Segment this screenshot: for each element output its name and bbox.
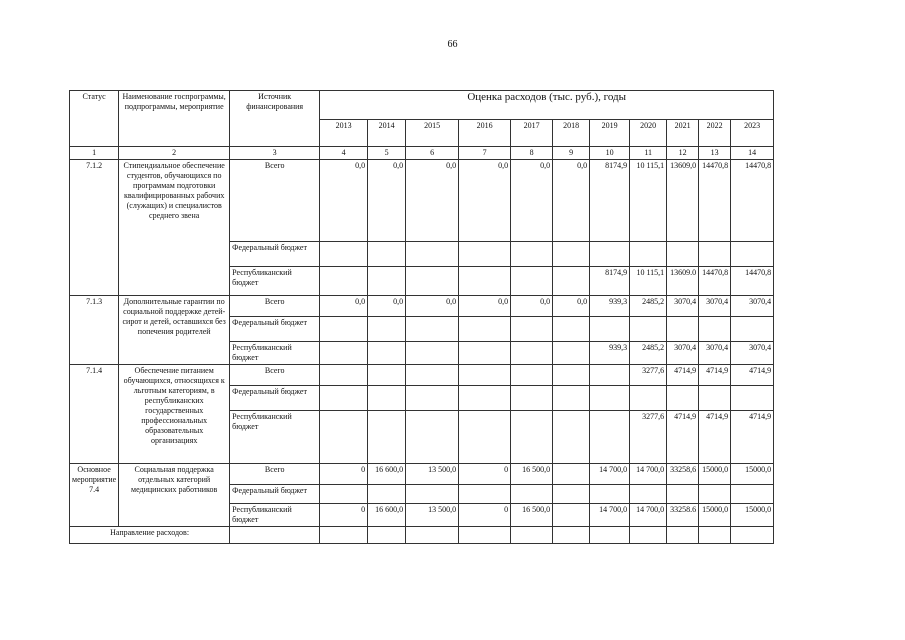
- row-value: [459, 242, 511, 267]
- row-value: [511, 386, 553, 411]
- row-value: [511, 411, 553, 464]
- column-number: 12: [667, 147, 699, 160]
- row-value: [320, 317, 368, 342]
- row-value: [406, 267, 459, 296]
- row-source: Республиканский бюджет: [230, 267, 320, 296]
- year-header: 2015: [406, 120, 459, 147]
- row-name: Дополнительные гарантии по социальной поддержке детей-сирот и детей, оставшихся без попечения родителей: [119, 296, 230, 365]
- row-value: 16 500,0: [511, 464, 553, 485]
- column-number: 8: [511, 147, 553, 160]
- row-value: 10 115,1: [630, 160, 667, 242]
- row-value: [553, 317, 590, 342]
- column-number: 6: [406, 147, 459, 160]
- row-value: 14470,8: [699, 160, 731, 242]
- table-row: [70, 160, 774, 242]
- row-value: [368, 411, 406, 464]
- row-value: [630, 386, 667, 411]
- empty-cell: [630, 527, 667, 544]
- row-value: 13 500,0: [406, 504, 459, 527]
- row-value: [511, 317, 553, 342]
- row-name: Стипендиальное обеспечение студентов, обучающихся по программам подготовки квалифицированных рабочих (служащих) и специалистов среднего звена: [119, 160, 230, 296]
- row-value: [511, 267, 553, 296]
- row-value: 4714,9: [731, 365, 774, 386]
- row-value: 0,0: [459, 296, 511, 317]
- row-value: 13609,0: [667, 160, 699, 242]
- row-source: Всего: [230, 365, 320, 386]
- row-value: 2485,2: [630, 342, 667, 365]
- row-value: [731, 485, 774, 504]
- row-value: 4714,9: [667, 365, 699, 386]
- empty-cell: [553, 527, 590, 544]
- row-value: 16 600,0: [368, 464, 406, 485]
- row-value: [459, 317, 511, 342]
- row-status: 7.1.4: [70, 365, 119, 464]
- row-value: [459, 365, 511, 386]
- row-value: 14 700,0: [590, 464, 630, 485]
- row-value: [368, 386, 406, 411]
- row-value: 13 500,0: [406, 464, 459, 485]
- row-source: Федеральный бюджет: [230, 317, 320, 342]
- row-value: 0,0: [406, 160, 459, 242]
- row-value: [667, 317, 699, 342]
- row-value: 0,0: [320, 160, 368, 242]
- row-value: 16 500,0: [511, 504, 553, 527]
- row-value: 3277,6: [630, 365, 667, 386]
- column-number: 1: [70, 147, 119, 160]
- row-value: [406, 411, 459, 464]
- row-value: 0,0: [320, 296, 368, 317]
- header-status: Статус: [70, 91, 119, 147]
- empty-cell: [699, 527, 731, 544]
- empty-cell: [406, 527, 459, 544]
- column-number: 3: [230, 147, 320, 160]
- header-row: [70, 91, 774, 120]
- header-source: Источник финансирования: [230, 91, 320, 147]
- row-value: 3070,4: [699, 342, 731, 365]
- row-value: [590, 485, 630, 504]
- row-value: 3070,4: [667, 342, 699, 365]
- table-row: [70, 365, 774, 386]
- row-value: [320, 485, 368, 504]
- row-value: 3277,6: [630, 411, 667, 464]
- row-value: [630, 317, 667, 342]
- row-value: [731, 386, 774, 411]
- year-header: 2016: [459, 120, 511, 147]
- row-value: [459, 386, 511, 411]
- table-row: [70, 296, 774, 317]
- row-value: 14470,8: [731, 267, 774, 296]
- row-value: [699, 485, 731, 504]
- empty-cell: [731, 527, 774, 544]
- year-header: 2021: [667, 120, 699, 147]
- row-value: 15000,0: [731, 504, 774, 527]
- row-value: [590, 386, 630, 411]
- row-source: Всего: [230, 296, 320, 317]
- row-value: 4714,9: [699, 365, 731, 386]
- row-value: 14470,8: [731, 160, 774, 242]
- row-value: 0: [320, 464, 368, 485]
- row-value: [368, 242, 406, 267]
- column-number: 7: [459, 147, 511, 160]
- column-number: 11: [630, 147, 667, 160]
- row-value: [553, 464, 590, 485]
- year-header: 2019: [590, 120, 630, 147]
- column-number: 9: [553, 147, 590, 160]
- row-value: 13609.0: [667, 267, 699, 296]
- row-value: [553, 386, 590, 411]
- row-value: [511, 342, 553, 365]
- column-number-row: [70, 147, 774, 160]
- row-value: [368, 485, 406, 504]
- row-value: [406, 386, 459, 411]
- header-name: Наименование госпрограммы, подпрограммы, мероприятие: [119, 91, 230, 147]
- row-value: 33258.6: [667, 504, 699, 527]
- year-header: 2017: [511, 120, 553, 147]
- row-value: 10 115,1: [630, 267, 667, 296]
- row-value: [368, 267, 406, 296]
- row-value: [553, 485, 590, 504]
- row-value: 14 700,0: [630, 504, 667, 527]
- row-source: Всего: [230, 160, 320, 242]
- row-value: [553, 411, 590, 464]
- row-value: 0,0: [511, 160, 553, 242]
- row-value: [590, 242, 630, 267]
- row-value: [406, 242, 459, 267]
- row-value: [368, 317, 406, 342]
- row-value: 4714,9: [731, 411, 774, 464]
- row-value: [667, 386, 699, 411]
- row-value: [553, 342, 590, 365]
- footer-row: [70, 527, 774, 544]
- year-header: 2013: [320, 120, 368, 147]
- row-value: [590, 365, 630, 386]
- row-source: Республиканский бюджет: [230, 411, 320, 464]
- row-value: 0: [320, 504, 368, 527]
- page-number: 66: [447, 39, 458, 50]
- header-estimate: Оценка расходов (тыс. руб.), годы: [320, 91, 774, 120]
- row-source: Республиканский бюджет: [230, 342, 320, 365]
- column-number: 14: [731, 147, 774, 160]
- row-value: 0: [459, 504, 511, 527]
- row-value: [406, 317, 459, 342]
- row-value: [630, 242, 667, 267]
- row-value: [320, 267, 368, 296]
- row-value: 4714,9: [699, 411, 731, 464]
- row-value: [459, 485, 511, 504]
- empty-cell: [230, 527, 320, 544]
- row-value: [320, 365, 368, 386]
- row-value: [553, 504, 590, 527]
- row-name: Социальная поддержка отдельных категорий медицинских работников: [119, 464, 230, 527]
- budget-table: [69, 90, 774, 544]
- row-status: 7.1.3: [70, 296, 119, 365]
- row-value: [511, 485, 553, 504]
- row-value: 939,3: [590, 342, 630, 365]
- table-row: [70, 464, 774, 485]
- empty-cell: [368, 527, 406, 544]
- column-number: 5: [368, 147, 406, 160]
- column-number: 4: [320, 147, 368, 160]
- row-value: [630, 485, 667, 504]
- row-value: [459, 342, 511, 365]
- row-value: [459, 267, 511, 296]
- row-value: [590, 317, 630, 342]
- row-value: [368, 365, 406, 386]
- row-value: 939,3: [590, 296, 630, 317]
- row-value: [320, 242, 368, 267]
- row-value: [553, 242, 590, 267]
- row-value: 0,0: [406, 296, 459, 317]
- row-value: 15000,0: [699, 504, 731, 527]
- row-value: [320, 342, 368, 365]
- row-value: [699, 242, 731, 267]
- year-header: 2023: [731, 120, 774, 147]
- empty-cell: [459, 527, 511, 544]
- row-source: Федеральный бюджет: [230, 242, 320, 267]
- row-value: 14470,8: [699, 267, 731, 296]
- row-value: [368, 342, 406, 365]
- row-value: 4714,9: [667, 411, 699, 464]
- row-value: 0: [459, 464, 511, 485]
- row-source: Федеральный бюджет: [230, 386, 320, 411]
- row-value: 0,0: [511, 296, 553, 317]
- row-value: 0,0: [368, 296, 406, 317]
- row-value: [553, 365, 590, 386]
- row-value: 3070,4: [699, 296, 731, 317]
- empty-cell: [667, 527, 699, 544]
- row-value: 0,0: [553, 296, 590, 317]
- row-value: [667, 485, 699, 504]
- row-value: [320, 386, 368, 411]
- row-value: 3070,4: [731, 342, 774, 365]
- row-value: 8174,9: [590, 160, 630, 242]
- row-value: 0,0: [368, 160, 406, 242]
- row-value: [699, 386, 731, 411]
- row-source: Всего: [230, 464, 320, 485]
- row-value: [590, 411, 630, 464]
- row-value: [406, 342, 459, 365]
- column-number: 13: [699, 147, 731, 160]
- row-value: [511, 242, 553, 267]
- row-value: [553, 267, 590, 296]
- row-value: [459, 411, 511, 464]
- row-source: Республиканский бюджет: [230, 504, 320, 527]
- row-value: 0,0: [459, 160, 511, 242]
- row-value: [731, 242, 774, 267]
- row-value: 3070,4: [667, 296, 699, 317]
- empty-cell: [590, 527, 630, 544]
- year-header: 2018: [553, 120, 590, 147]
- row-value: 2485,2: [630, 296, 667, 317]
- row-value: [406, 485, 459, 504]
- row-value: [667, 242, 699, 267]
- row-value: 14 700,0: [630, 464, 667, 485]
- year-header: 2022: [699, 120, 731, 147]
- direction-label: Направление расходов:: [70, 527, 230, 544]
- row-status: 7.1.2: [70, 160, 119, 296]
- row-value: 0,0: [553, 160, 590, 242]
- column-number: 10: [590, 147, 630, 160]
- row-value: 33258,6: [667, 464, 699, 485]
- row-value: 16 600,0: [368, 504, 406, 527]
- empty-cell: [511, 527, 553, 544]
- row-value: [320, 411, 368, 464]
- row-value: 3070,4: [731, 296, 774, 317]
- year-header: 2014: [368, 120, 406, 147]
- row-value: [406, 365, 459, 386]
- year-header: 2020: [630, 120, 667, 147]
- empty-cell: [320, 527, 368, 544]
- row-value: 15000,0: [731, 464, 774, 485]
- row-value: 8174,9: [590, 267, 630, 296]
- row-value: [511, 365, 553, 386]
- column-number: 2: [119, 147, 230, 160]
- row-name: Обеспечение питанием обучающихся, относящихся к льготным категориям, в республиканских государственных профессиональных образовательных организациях: [119, 365, 230, 464]
- row-value: 15000,0: [699, 464, 731, 485]
- row-value: 14 700,0: [590, 504, 630, 527]
- row-value: [731, 317, 774, 342]
- row-value: [699, 317, 731, 342]
- row-status: Основное мероприятие 7.4: [70, 464, 119, 527]
- row-source: Федеральный бюджет: [230, 485, 320, 504]
